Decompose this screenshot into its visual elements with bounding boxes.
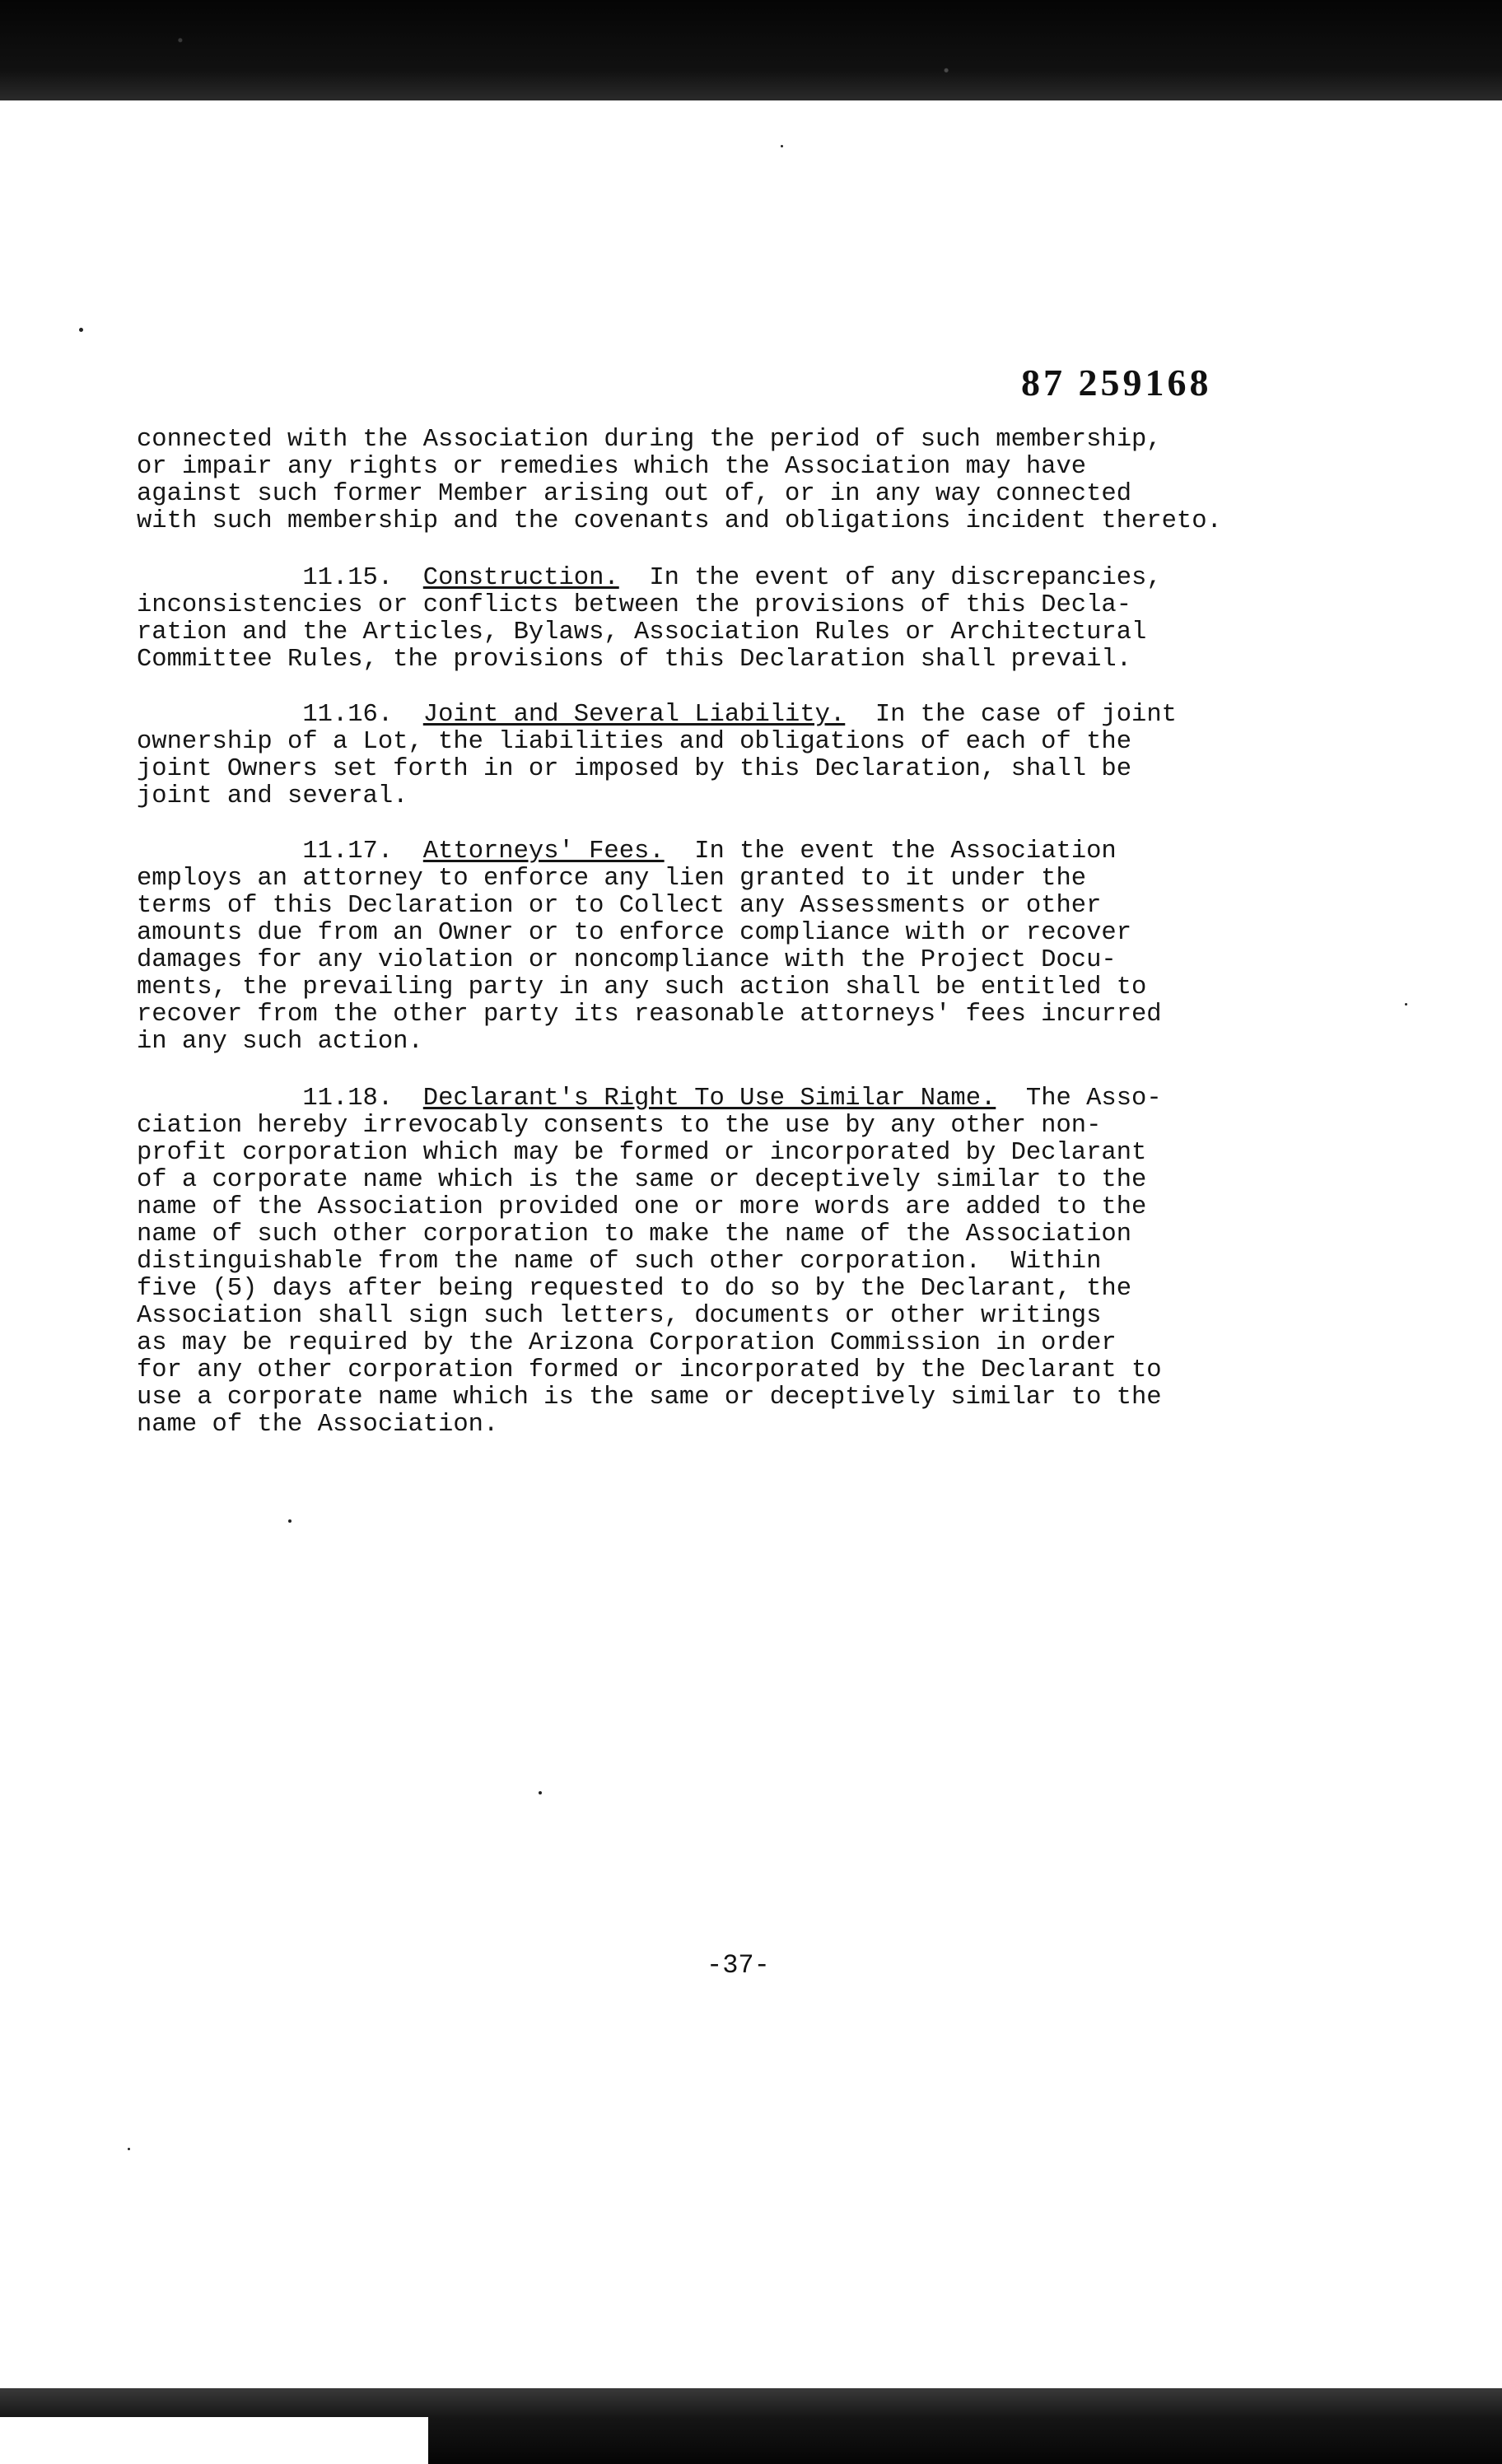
intro-paragraph (137, 427, 1421, 535)
section-11-17 (137, 838, 1421, 1056)
text-line: inconsistencies or conflicts between the provisions of this Decla- (137, 591, 1131, 619)
text-line: Association shall sign such letters, documents or other writings (137, 1302, 1102, 1330)
text-line: ments, the prevailing party in any such action shall be entitled to (137, 973, 1147, 1001)
section-first-line-text: In the case of joint (845, 701, 1177, 729)
text-line: damages for any violation or noncompliance with the Project Docu- (137, 946, 1117, 974)
scan-top-border (0, 0, 1502, 100)
section-number: 11.18. (302, 1085, 394, 1113)
section-first-line (137, 702, 1421, 729)
section-first-line (137, 565, 1421, 592)
section-first-line-text: In the event of any discrepancies, (618, 564, 1162, 592)
text-line: name of such other corporation to make the name of the Association (137, 1220, 1131, 1248)
section-first-line (137, 838, 1421, 866)
text-line: distinguishable from the name of such other corporation. Within (137, 1248, 1102, 1276)
text-line: ciation hereby irrevocably consents to the use by any other non- (137, 1112, 1102, 1140)
text-line: or impair any rights or remedies which the Association may have (137, 453, 1087, 481)
scan-speck (781, 145, 783, 147)
section-heading: Joint and Several Liability. (422, 701, 846, 729)
text-line: profit corporation which may be formed or incorporated by Declarant (137, 1139, 1147, 1167)
page-number: -37- (707, 1950, 770, 1981)
scan-speck (79, 328, 83, 332)
section-11-16 (137, 702, 1421, 810)
section-number: 11.15. (302, 564, 394, 592)
text-line: for any other corporation formed or incorporated by the Declarant to (137, 1356, 1162, 1384)
text-line: as may be required by the Arizona Corporation Commission in order (137, 1329, 1117, 1357)
text-line: Committee Rules, the provisions of this Declaration shall prevail. (137, 646, 1131, 674)
section-number: 11.16. (302, 701, 394, 729)
text-line: five (5) days after being requested to do so by the Declarant, the (137, 1275, 1131, 1303)
text-line: recover from the other party its reasonable attorneys' fees incurred (137, 1001, 1162, 1029)
section-number: 11.17. (302, 838, 394, 866)
text-line: name of the Association provided one or more words are added to the (137, 1193, 1147, 1221)
text-line: in any such action. (137, 1028, 423, 1056)
section-heading: Construction. (422, 564, 619, 592)
section-heading: Declarant's Right To Use Similar Name. (422, 1085, 996, 1113)
section-11-15 (137, 565, 1421, 674)
text-line: terms of this Declaration or to Collect any Assessments or other (137, 892, 1102, 920)
section-11-18 (137, 1085, 1421, 1439)
text-line: use a corporate name which is the same or deceptively similar to the (137, 1384, 1162, 1412)
scan-speck (1405, 1003, 1407, 1006)
text-line: employs an attorney to enforce any lien granted to it under the (137, 865, 1087, 893)
text-line: joint and several. (137, 782, 408, 810)
section-first-line (137, 1085, 1421, 1113)
text-line: against such former Member arising out of, or in any way connected (137, 480, 1131, 508)
text-line: of a corporate name which is the same or deceptively similar to the (137, 1166, 1147, 1194)
text-line: connected with the Association during the period of such membership, (137, 426, 1162, 454)
text-line: name of the Association. (137, 1411, 499, 1439)
section-first-line-text: The Asso- (996, 1085, 1162, 1113)
scan-speck (539, 1791, 542, 1794)
section-heading: Attorneys' Fees. (422, 838, 665, 866)
section-first-line-text: In the event the Association (664, 838, 1117, 866)
text-line: joint Owners set forth in or imposed by this Declaration, shall be (137, 755, 1131, 783)
text-line: ration and the Articles, Bylaws, Association Rules or Architectural (137, 618, 1147, 646)
scan-speck (288, 1519, 292, 1523)
text-line: amounts due from an Owner or to enforce compliance with or recover (137, 919, 1131, 947)
document-number: 87 259168 (1021, 362, 1212, 404)
scan-speck (128, 2148, 130, 2150)
text-line: with such membership and the covenants and obligations incident thereto. (137, 507, 1222, 535)
text-line: ownership of a Lot, the liabilities and obligations of each of the (137, 728, 1131, 756)
scan-bottom-gap (0, 2417, 428, 2464)
